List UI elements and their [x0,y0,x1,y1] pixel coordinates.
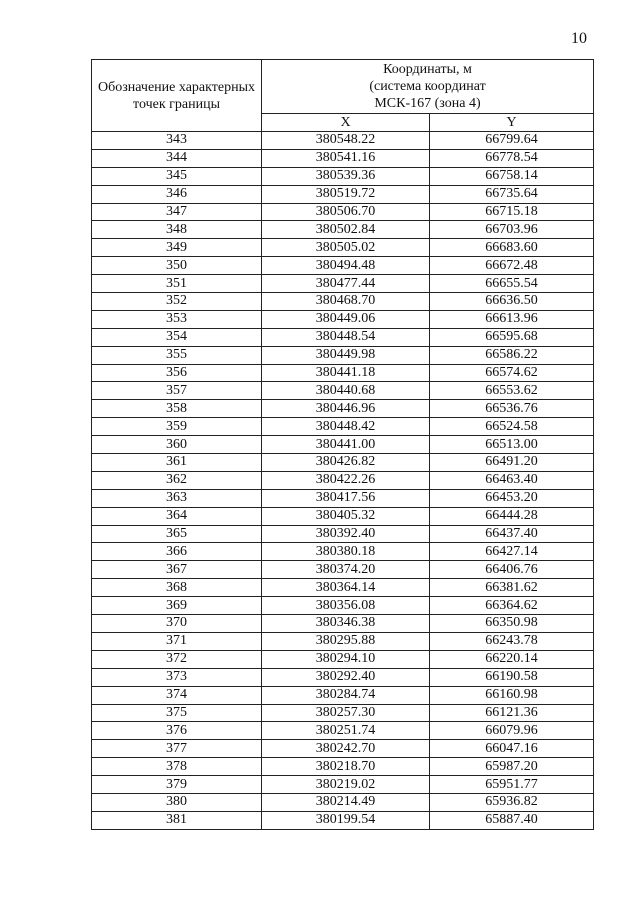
table-row [92,275,594,293]
x-cell: 380548.22 [262,132,430,150]
table-row [92,722,594,740]
table-row [92,686,594,704]
point-cell: 367 [92,561,262,579]
y-cell: 66758.14 [430,167,594,185]
x-cell: 380219.02 [262,776,430,794]
coordinates-label-line-2: (система координат [369,79,486,94]
point-designation-header [92,60,262,132]
table-row [92,346,594,364]
x-cell: 380506.70 [262,203,430,221]
table-row [92,257,594,275]
point-cell: 356 [92,364,262,382]
point-cell: 378 [92,758,262,776]
y-cell: 66524.58 [430,418,594,436]
y-cell: 66595.68 [430,328,594,346]
point-cell: 379 [92,776,262,794]
x-cell: 380295.88 [262,632,430,650]
coordinates-header [262,60,594,114]
x-cell: 380218.70 [262,758,430,776]
y-cell: 66437.40 [430,525,594,543]
point-cell: 371 [92,632,262,650]
point-cell: 344 [92,149,262,167]
point-cell: 373 [92,668,262,686]
y-cell: 66453.20 [430,489,594,507]
point-cell: 381 [92,811,262,829]
y-cell: 65987.20 [430,758,594,776]
y-cell: 66427.14 [430,543,594,561]
point-designation-label: Обозначение характерных точек границы [98,79,255,112]
table-row [92,507,594,525]
coordinates-label-line-1: Координаты, м [383,62,472,77]
table-row [92,525,594,543]
table-row [92,293,594,311]
table-row [92,221,594,239]
point-cell: 377 [92,740,262,758]
page-number: 10 [571,30,587,47]
point-cell: 359 [92,418,262,436]
table-row [92,632,594,650]
x-cell: 380422.26 [262,471,430,489]
x-cell: 380448.42 [262,418,430,436]
x-cell: 380380.18 [262,543,430,561]
x-cell: 380257.30 [262,704,430,722]
x-cell: 380448.54 [262,328,430,346]
point-cell: 357 [92,382,262,400]
y-cell: 66121.36 [430,704,594,722]
coordinates-label-line-3: МСК-167 (зона 4) [374,96,481,111]
table-row [92,185,594,203]
point-cell: 349 [92,239,262,257]
table-row [92,668,594,686]
x-cell: 380417.56 [262,489,430,507]
table-header [92,60,594,132]
point-cell: 369 [92,597,262,615]
point-cell: 363 [92,489,262,507]
y-cell: 66799.64 [430,132,594,150]
table-row [92,615,594,633]
point-cell: 366 [92,543,262,561]
table-row [92,167,594,185]
y-cell: 66243.78 [430,632,594,650]
y-cell: 66735.64 [430,185,594,203]
x-cell: 380405.32 [262,507,430,525]
point-cell: 368 [92,579,262,597]
table-row [92,454,594,472]
x-cell: 380251.74 [262,722,430,740]
x-column-header: X [262,114,430,132]
y-cell: 65887.40 [430,811,594,829]
x-cell: 380446.96 [262,400,430,418]
point-cell: 351 [92,275,262,293]
y-cell: 66463.40 [430,471,594,489]
table-row [92,543,594,561]
y-cell: 66364.62 [430,597,594,615]
x-cell: 380441.18 [262,364,430,382]
table-row [92,471,594,489]
x-cell: 380284.74 [262,686,430,704]
x-cell: 380449.98 [262,346,430,364]
y-cell: 66586.22 [430,346,594,364]
table-row [92,740,594,758]
x-cell: 380292.40 [262,668,430,686]
y-cell: 66444.28 [430,507,594,525]
point-cell: 352 [92,293,262,311]
table-row [92,489,594,507]
point-cell: 360 [92,436,262,454]
y-cell: 66613.96 [430,310,594,328]
table-row [92,579,594,597]
y-cell: 66079.96 [430,722,594,740]
y-cell: 66715.18 [430,203,594,221]
point-cell: 350 [92,257,262,275]
x-cell: 380539.36 [262,167,430,185]
table-row [92,561,594,579]
coordinates-table [91,59,594,830]
point-cell: 380 [92,793,262,811]
x-cell: 380502.84 [262,221,430,239]
point-cell: 365 [92,525,262,543]
y-cell: 66636.50 [430,293,594,311]
point-cell: 346 [92,185,262,203]
y-cell: 66381.62 [430,579,594,597]
table-row [92,382,594,400]
x-cell: 380346.38 [262,615,430,633]
x-cell: 380374.20 [262,561,430,579]
x-cell: 380199.54 [262,811,430,829]
point-cell: 354 [92,328,262,346]
y-cell: 65936.82 [430,793,594,811]
y-cell: 66703.96 [430,221,594,239]
x-cell: 380392.40 [262,525,430,543]
x-cell: 380449.06 [262,310,430,328]
table-row [92,811,594,829]
table-row [92,239,594,257]
y-cell: 66160.98 [430,686,594,704]
table-row [92,203,594,221]
table-row [92,149,594,167]
point-cell: 353 [92,310,262,328]
point-cell: 343 [92,132,262,150]
y-cell: 66047.16 [430,740,594,758]
table-row [92,364,594,382]
point-cell: 364 [92,507,262,525]
table-row [92,400,594,418]
table-row [92,436,594,454]
y-cell: 66683.60 [430,239,594,257]
table-row [92,650,594,668]
table-row [92,776,594,794]
table-row [92,418,594,436]
point-cell: 345 [92,167,262,185]
y-cell: 66574.62 [430,364,594,382]
table-row [92,758,594,776]
x-cell: 380426.82 [262,454,430,472]
x-cell: 380468.70 [262,293,430,311]
table-row [92,310,594,328]
point-cell: 362 [92,471,262,489]
point-cell: 372 [92,650,262,668]
x-cell: 380477.44 [262,275,430,293]
y-cell: 66220.14 [430,650,594,668]
x-cell: 380441.00 [262,436,430,454]
y-cell: 65951.77 [430,776,594,794]
y-column-header: Y [430,114,594,132]
x-cell: 380356.08 [262,597,430,615]
y-cell: 66655.54 [430,275,594,293]
x-cell: 380364.14 [262,579,430,597]
x-cell: 380214.49 [262,793,430,811]
point-cell: 361 [92,454,262,472]
y-cell: 66350.98 [430,615,594,633]
x-cell: 380440.68 [262,382,430,400]
point-cell: 375 [92,704,262,722]
y-cell: 66406.76 [430,561,594,579]
x-cell: 380505.02 [262,239,430,257]
y-cell: 66553.62 [430,382,594,400]
y-cell: 66491.20 [430,454,594,472]
point-cell: 370 [92,615,262,633]
x-cell: 380242.70 [262,740,430,758]
table-row [92,793,594,811]
y-cell: 66190.58 [430,668,594,686]
x-cell: 380294.10 [262,650,430,668]
point-cell: 355 [92,346,262,364]
point-cell: 348 [92,221,262,239]
y-cell: 66513.00 [430,436,594,454]
y-cell: 66778.54 [430,149,594,167]
x-cell: 380494.48 [262,257,430,275]
table-row [92,704,594,722]
point-cell: 358 [92,400,262,418]
table-row [92,328,594,346]
point-cell: 347 [92,203,262,221]
x-cell: 380519.72 [262,185,430,203]
table-row [92,132,594,150]
x-cell: 380541.16 [262,149,430,167]
table-body [92,132,594,830]
y-cell: 66536.76 [430,400,594,418]
point-cell: 374 [92,686,262,704]
y-cell: 66672.48 [430,257,594,275]
table-row [92,597,594,615]
point-cell: 376 [92,722,262,740]
